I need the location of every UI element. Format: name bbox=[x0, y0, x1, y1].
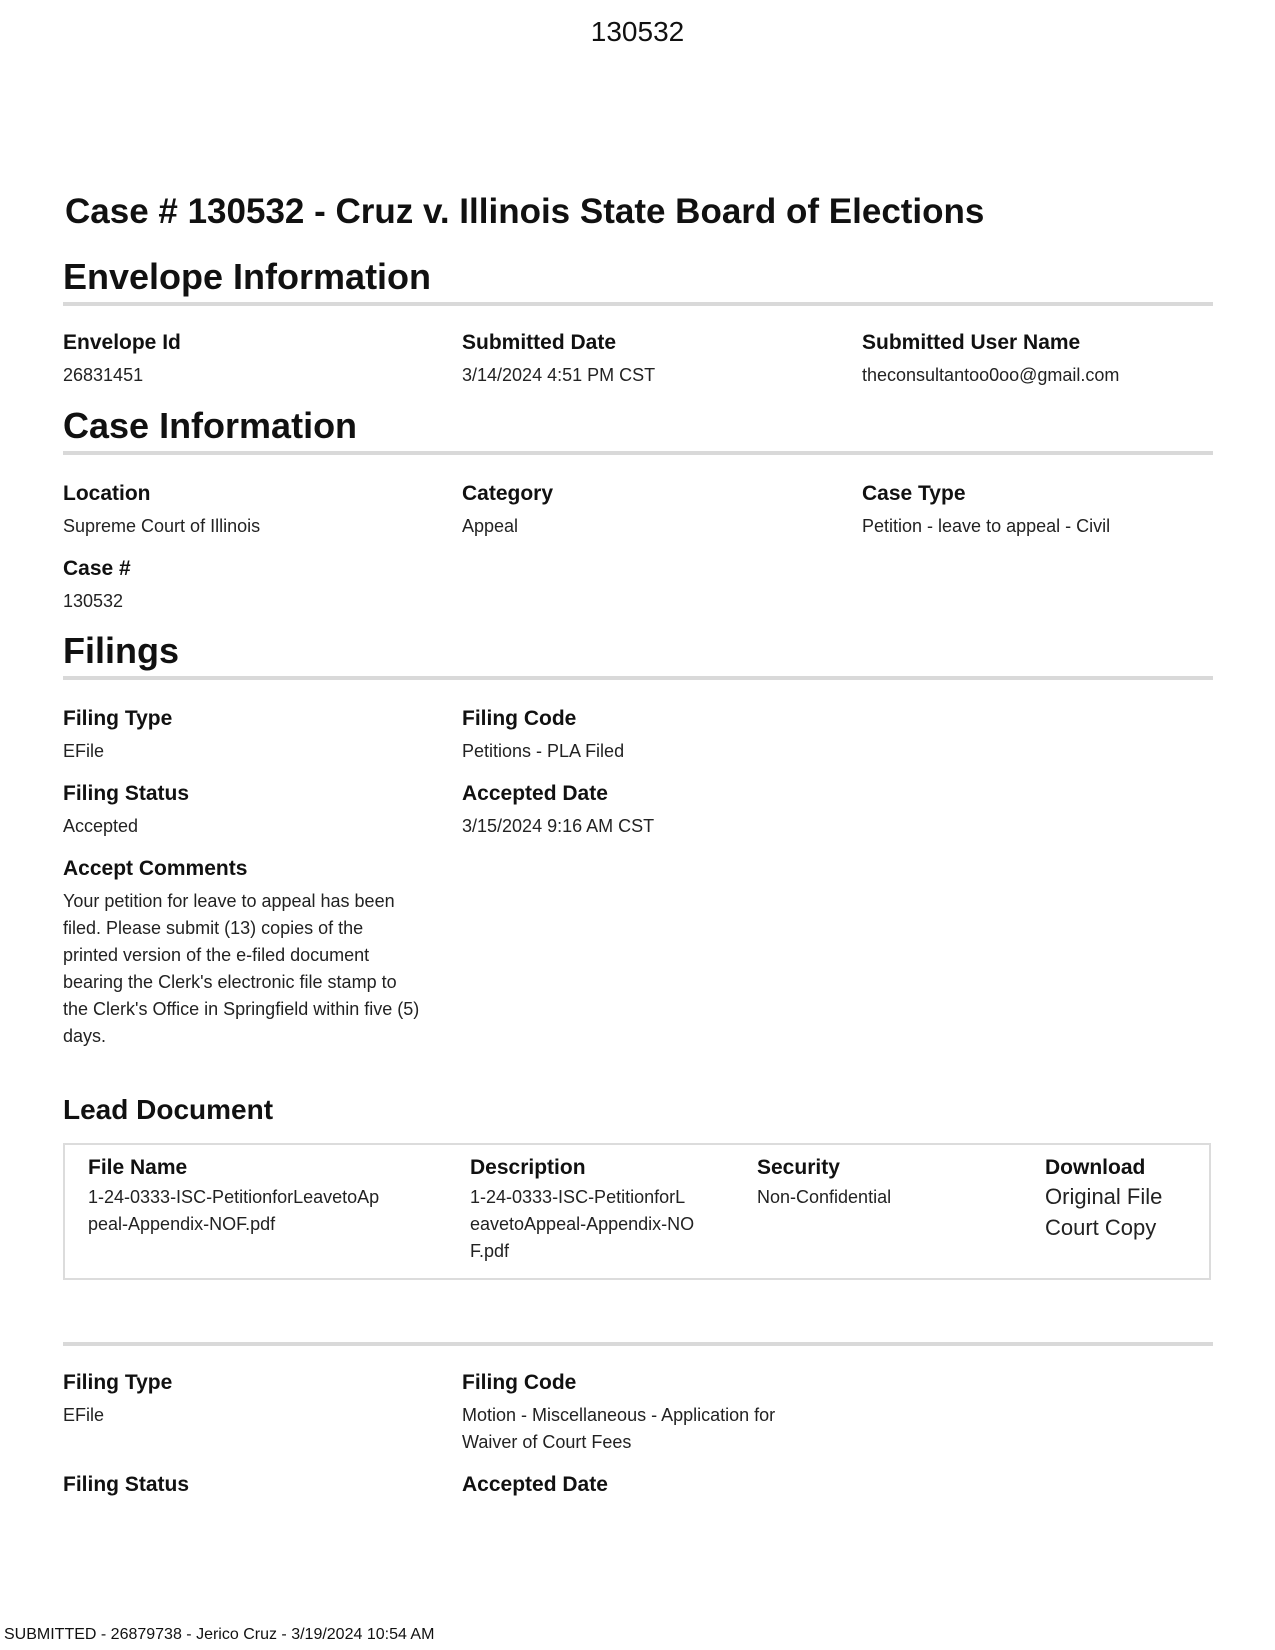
download-column bbox=[1045, 1155, 1205, 1243]
accepted-date-field bbox=[462, 781, 654, 840]
file-name-column bbox=[88, 1155, 408, 1238]
lead-document-heading: Lead Document bbox=[63, 1094, 274, 1125]
security-value: Non-Confidential bbox=[757, 1187, 892, 1207]
field-label: Filing Status bbox=[63, 1473, 189, 1496]
case-title: Case # 130532 - Cruz v. Illinois State Board of Elections bbox=[65, 192, 985, 231]
location-field bbox=[63, 481, 260, 540]
description-column bbox=[470, 1155, 710, 1265]
filing2-type-field bbox=[63, 1370, 172, 1429]
filing2-status-field bbox=[63, 1472, 189, 1504]
field-value: Supreme Court of Illinois bbox=[63, 516, 261, 536]
filings-heading: Filings bbox=[63, 630, 1213, 680]
field-label: Filing Type bbox=[63, 707, 173, 730]
field-value: theconsultantoo0oo@gmail.com bbox=[862, 365, 1120, 385]
page-number: 130532 bbox=[590, 16, 685, 47]
field-label: Filing Code bbox=[462, 707, 577, 730]
envelope-heading: Envelope Information bbox=[63, 256, 1213, 306]
field-label: Case Type bbox=[862, 482, 966, 505]
filing-code-field bbox=[462, 706, 624, 765]
field-label: Filing Status bbox=[63, 782, 189, 805]
field-value: Petitions - PLA Filed bbox=[462, 741, 625, 761]
field-value: EFile bbox=[63, 1405, 105, 1425]
envelope-id-field bbox=[63, 330, 181, 389]
court-copy-link[interactable]: Court Copy bbox=[1045, 1215, 1157, 1240]
field-value: Accepted bbox=[63, 816, 139, 836]
original-file-link[interactable]: Original File bbox=[1045, 1184, 1163, 1209]
submitted-date-field bbox=[462, 330, 655, 389]
field-label: Envelope Id bbox=[63, 331, 181, 354]
field-value: Motion - Miscellaneous - Application for Waiver of Court Fees bbox=[462, 1405, 776, 1452]
case-number-field bbox=[63, 556, 131, 615]
field-label: Case # bbox=[63, 557, 131, 580]
filing2-accepted-date-field bbox=[462, 1472, 608, 1504]
column-header: Description bbox=[470, 1156, 586, 1179]
security-column bbox=[757, 1155, 997, 1211]
field-label: Submitted Date bbox=[462, 331, 617, 354]
field-value: 130532 bbox=[63, 591, 124, 611]
filing2-code-field bbox=[462, 1370, 822, 1456]
filing-type-field bbox=[63, 706, 172, 765]
field-value: Your petition for leave to appeal has been filed. Please submit (13) copies of the printed version of the e-filed document bearing the Clerk's electronic file stamp to the Clerk's Office in Springfield within five (5) days. bbox=[63, 891, 420, 1046]
column-header: Security bbox=[757, 1156, 840, 1179]
accept-comments-field bbox=[63, 856, 423, 1050]
field-value: 3/14/2024 4:51 PM CST bbox=[462, 365, 656, 385]
field-label: Accepted Date bbox=[462, 782, 608, 805]
envelope-section bbox=[63, 256, 1213, 306]
field-value: Petition - leave to appeal - Civil bbox=[862, 516, 1111, 536]
submitted-user-field bbox=[862, 330, 1119, 389]
filings-section bbox=[63, 630, 1213, 680]
field-label: Accepted Date bbox=[462, 1473, 608, 1496]
file-name-value: 1-24-0333-ISC-PetitionforLeavetoAppeal-Appendix-NOF.pdf bbox=[88, 1187, 380, 1234]
category-field bbox=[462, 481, 553, 540]
case-info-heading: Case Information bbox=[63, 405, 1213, 455]
field-label: Submitted User Name bbox=[862, 331, 1081, 354]
column-header: File Name bbox=[88, 1156, 188, 1179]
description-value: 1-24-0333-ISC-PetitionforLeavetoAppeal-Appendix-NOF.pdf bbox=[470, 1187, 695, 1261]
case-type-field bbox=[862, 481, 1110, 540]
field-label: Accept Comments bbox=[63, 857, 248, 880]
field-value: EFile bbox=[63, 741, 105, 761]
case-info-section bbox=[63, 405, 1213, 455]
filing-status-field bbox=[63, 781, 189, 840]
column-header: Download bbox=[1045, 1156, 1146, 1179]
lead-document-table bbox=[63, 1143, 1211, 1280]
field-label: Category bbox=[462, 482, 554, 505]
field-label: Filing Code bbox=[462, 1371, 577, 1394]
submission-stamp: SUBMITTED - 26879738 - Jerico Cruz - 3/19/2024 10:54 AM bbox=[4, 1626, 435, 1643]
field-value: 26831451 bbox=[63, 365, 144, 385]
field-value: Appeal bbox=[462, 516, 519, 536]
filing-divider bbox=[63, 1342, 1213, 1346]
field-label: Filing Type bbox=[63, 1371, 173, 1394]
field-label: Location bbox=[63, 482, 151, 505]
field-value: 3/15/2024 9:16 AM CST bbox=[462, 816, 655, 836]
